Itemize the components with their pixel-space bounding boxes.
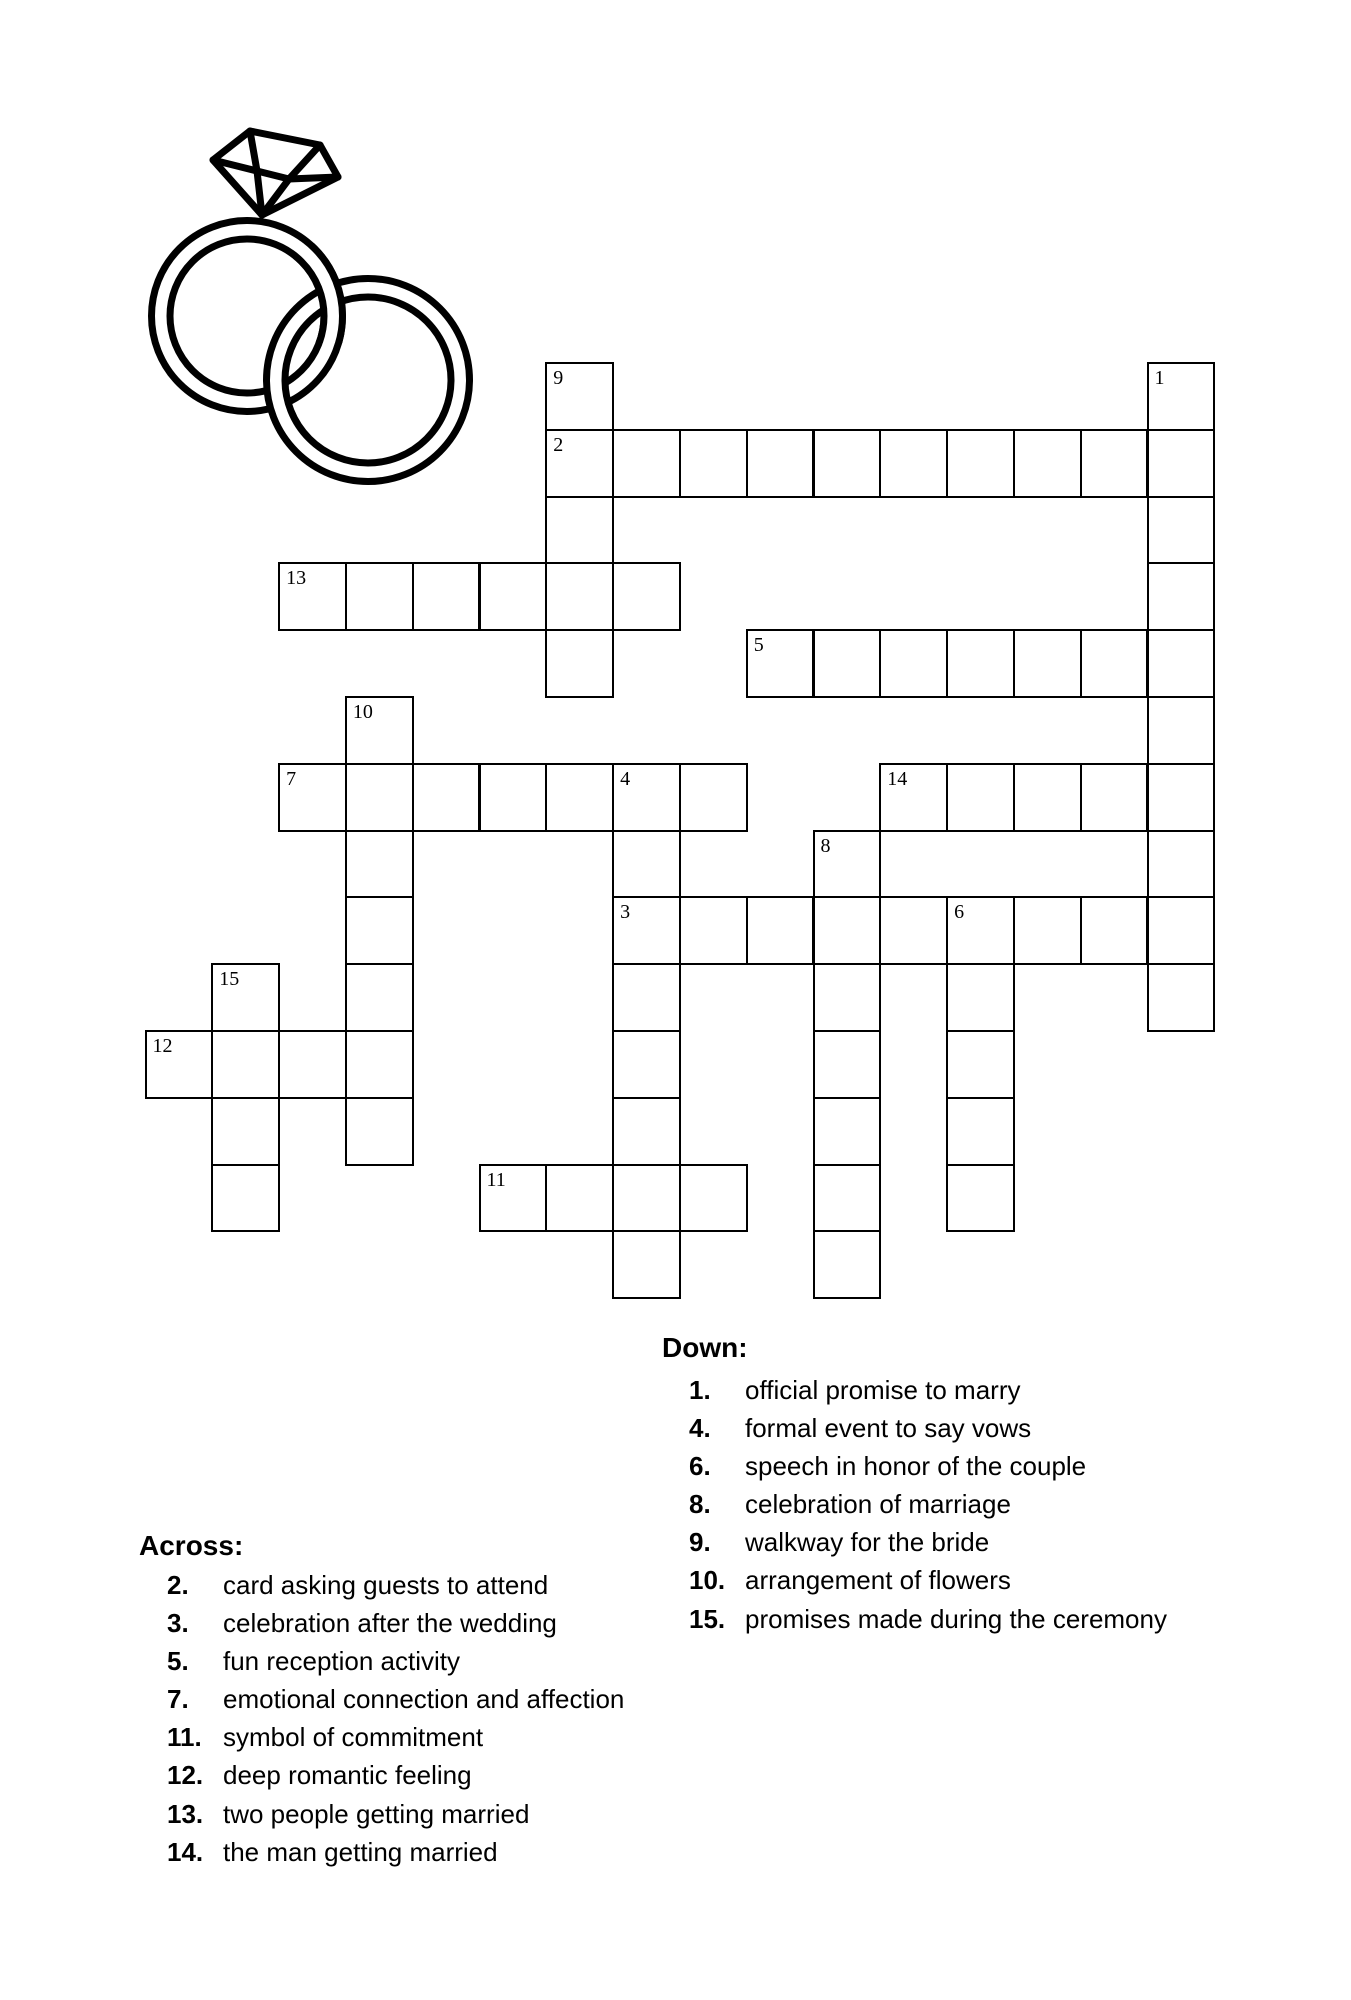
- grid-cell[interactable]: [813, 429, 882, 498]
- grid-cell[interactable]: [612, 429, 681, 498]
- grid-cell[interactable]: [479, 763, 548, 832]
- grid-cell[interactable]: [612, 896, 681, 965]
- clue-number: 6.: [689, 1451, 711, 1482]
- clue-number: 5.: [167, 1646, 189, 1677]
- clue-number: 2.: [167, 1570, 189, 1600]
- grid-cell[interactable]: [813, 1030, 882, 1099]
- clue-item: [689, 1371, 1167, 1409]
- cell-clue-number: 14: [887, 767, 908, 790]
- clue-text: the man getting married: [223, 1836, 498, 1867]
- clue-text: emotional connection and affection: [223, 1684, 625, 1715]
- grid-cell[interactable]: [545, 629, 614, 698]
- cell-clue-number: 15: [219, 968, 240, 991]
- clue-item: [689, 1561, 1167, 1599]
- clue-number: 14.: [167, 1836, 204, 1867]
- cell-clue-number: 8: [820, 834, 831, 857]
- grid-cell[interactable]: [946, 763, 1015, 832]
- grid-cell[interactable]: [211, 1164, 280, 1233]
- clue-text: symbol of commitment: [223, 1722, 484, 1753]
- clue-text: two people getting married: [223, 1798, 530, 1829]
- grid-cell[interactable]: [612, 1030, 681, 1099]
- grid-cell[interactable]: [946, 1030, 1015, 1099]
- grid-cell[interactable]: [813, 963, 882, 1032]
- grid-cell[interactable]: [545, 429, 614, 498]
- clue-item: [689, 1447, 1167, 1485]
- grid-cell[interactable]: [813, 629, 882, 698]
- cell-clue-number: 10: [352, 701, 373, 723]
- grid-cell[interactable]: [1147, 963, 1216, 1032]
- grid-cell[interactable]: [345, 830, 414, 899]
- clue-number: 8.: [689, 1489, 711, 1520]
- clue-item: [167, 1566, 624, 1604]
- down-clue-list: [689, 1371, 1167, 1638]
- grid-cell[interactable]: [612, 1097, 681, 1166]
- grid-cell[interactable]: [946, 963, 1015, 1032]
- clue-number: 9.: [689, 1527, 711, 1558]
- down-heading: Down:: [662, 1332, 748, 1363]
- clue-number: 11.: [167, 1722, 202, 1753]
- grid-cell[interactable]: [813, 896, 882, 965]
- grid-cell[interactable]: [345, 963, 414, 1032]
- across-heading: Across:: [139, 1530, 244, 1561]
- grid-cell[interactable]: [746, 896, 815, 965]
- clue-text: arrangement of flowers: [745, 1565, 1011, 1596]
- grid-cell[interactable]: [946, 1164, 1015, 1233]
- grid-cell[interactable]: [813, 830, 882, 899]
- clue-number: 1.: [689, 1375, 711, 1405]
- cell-clue-number: 13: [286, 567, 307, 590]
- cell-clue-number: 9: [553, 367, 564, 389]
- grid-cell[interactable]: [545, 763, 614, 832]
- clue-text: promises made during the ceremony: [745, 1603, 1167, 1634]
- grid-cell[interactable]: [1080, 763, 1149, 832]
- clue-number: 13.: [167, 1798, 204, 1829]
- grid-cell[interactable]: [1147, 429, 1216, 498]
- clue-number: 4.: [689, 1413, 711, 1444]
- clue-number: 12.: [167, 1760, 204, 1791]
- cell-clue-number: 11: [486, 1168, 506, 1191]
- grid-cell[interactable]: [1013, 763, 1082, 832]
- grid-cell[interactable]: [1013, 429, 1082, 498]
- clue-item: [167, 1604, 624, 1642]
- grid-cell[interactable]: [879, 429, 948, 498]
- clue-text: fun reception activity: [223, 1646, 461, 1677]
- cell-clue-number: 12: [152, 1035, 173, 1057]
- grid-cell[interactable]: [612, 1230, 681, 1299]
- grid-cell[interactable]: [1147, 362, 1216, 431]
- clue-text: walkway for the bride: [745, 1527, 990, 1558]
- clue-text: celebration of marriage: [745, 1489, 1011, 1520]
- grid-cell[interactable]: [679, 429, 748, 498]
- clue-item: [689, 1485, 1167, 1523]
- grid-cell[interactable]: [345, 562, 414, 631]
- cell-clue-number: 7: [286, 767, 297, 790]
- grid-cell[interactable]: [612, 830, 681, 899]
- clue-item: [689, 1409, 1167, 1447]
- grid-cell[interactable]: [679, 1164, 748, 1233]
- grid-cell[interactable]: [1147, 562, 1216, 631]
- grid-cell[interactable]: [1147, 830, 1216, 899]
- grid-cell[interactable]: [545, 562, 614, 631]
- grid-cell[interactable]: [679, 896, 748, 965]
- clue-item: [167, 1642, 624, 1680]
- grid-cell[interactable]: [946, 629, 1015, 698]
- grid-cell[interactable]: [612, 963, 681, 1032]
- grid-cell[interactable]: [278, 763, 347, 832]
- grid-cell[interactable]: [412, 562, 481, 631]
- clue-item: [167, 1756, 624, 1794]
- grid-cell[interactable]: [479, 562, 548, 631]
- grid-cell[interactable]: [211, 1097, 280, 1166]
- grid-cell[interactable]: [345, 696, 414, 765]
- cell-clue-number: 2: [553, 433, 564, 456]
- across-clue-list: [167, 1566, 624, 1871]
- clue-text: official promise to marry: [745, 1375, 1021, 1405]
- grid-cell[interactable]: [946, 896, 1015, 965]
- grid-cell[interactable]: [1147, 763, 1216, 832]
- grid-cell[interactable]: [345, 1097, 414, 1166]
- grid-cell[interactable]: [412, 763, 481, 832]
- clue-number: 10.: [689, 1565, 726, 1596]
- grid-cell[interactable]: [879, 896, 948, 965]
- grid-cell[interactable]: [1080, 429, 1149, 498]
- grid-cell[interactable]: [1147, 629, 1216, 698]
- grid-cell[interactable]: [946, 1097, 1015, 1166]
- clue-text: deep romantic feeling: [223, 1760, 472, 1791]
- grid-cell[interactable]: [545, 362, 614, 431]
- clue-item: [167, 1795, 624, 1833]
- clue-item: [689, 1523, 1167, 1561]
- grid-cell[interactable]: [345, 896, 414, 965]
- clue-number: 15.: [689, 1603, 726, 1634]
- clue-text: formal event to say vows: [745, 1413, 1032, 1444]
- grid-cell[interactable]: [813, 1164, 882, 1233]
- cell-clue-number: 6: [954, 901, 965, 924]
- grid-cell[interactable]: [345, 763, 414, 832]
- grid-cell[interactable]: [946, 429, 1015, 498]
- clue-text: celebration after the wedding: [223, 1608, 557, 1639]
- clue-number: 3.: [167, 1608, 189, 1639]
- clue-text: card asking guests to attend: [223, 1570, 549, 1600]
- cell-clue-number: 1: [1154, 367, 1165, 389]
- grid-cell[interactable]: [345, 1030, 414, 1099]
- clue-item: [167, 1718, 624, 1756]
- grid-cell[interactable]: [879, 763, 948, 832]
- grid-cell[interactable]: [278, 1030, 347, 1099]
- clue-item: [167, 1833, 624, 1871]
- grid-cell[interactable]: [1147, 696, 1216, 765]
- clue-text: speech in honor of the couple: [745, 1451, 1087, 1482]
- grid-cell[interactable]: [211, 963, 280, 1032]
- grid-cell[interactable]: [278, 562, 347, 631]
- grid-cell[interactable]: [612, 562, 681, 631]
- grid-cell[interactable]: [479, 1164, 548, 1233]
- grid-cell[interactable]: [1080, 896, 1149, 965]
- grid-cell[interactable]: [813, 1230, 882, 1299]
- grid-cell[interactable]: [679, 763, 748, 832]
- grid-cell[interactable]: [746, 429, 815, 498]
- grid-cell[interactable]: [612, 763, 681, 832]
- grid-cell[interactable]: [145, 1030, 214, 1099]
- grid-cell[interactable]: [545, 496, 614, 565]
- grid-cell[interactable]: [211, 1030, 280, 1099]
- clue-item: [167, 1680, 624, 1718]
- cell-clue-number: 5: [753, 634, 764, 657]
- grid-cell[interactable]: [813, 1097, 882, 1166]
- grid-cell[interactable]: [1080, 629, 1149, 698]
- grid-cell[interactable]: [1013, 629, 1082, 698]
- grid-cell[interactable]: [545, 1164, 614, 1233]
- grid-cell[interactable]: [746, 629, 815, 698]
- grid-cell[interactable]: [1147, 496, 1216, 565]
- grid-cell[interactable]: [1013, 896, 1082, 965]
- clue-item: [689, 1600, 1167, 1638]
- grid-cell[interactable]: [1147, 896, 1216, 965]
- cell-clue-number: 4: [620, 767, 631, 790]
- clue-number: 7.: [167, 1684, 189, 1715]
- grid-cell[interactable]: [879, 629, 948, 698]
- cell-clue-number: 3: [620, 901, 631, 924]
- grid-cell[interactable]: [612, 1164, 681, 1233]
